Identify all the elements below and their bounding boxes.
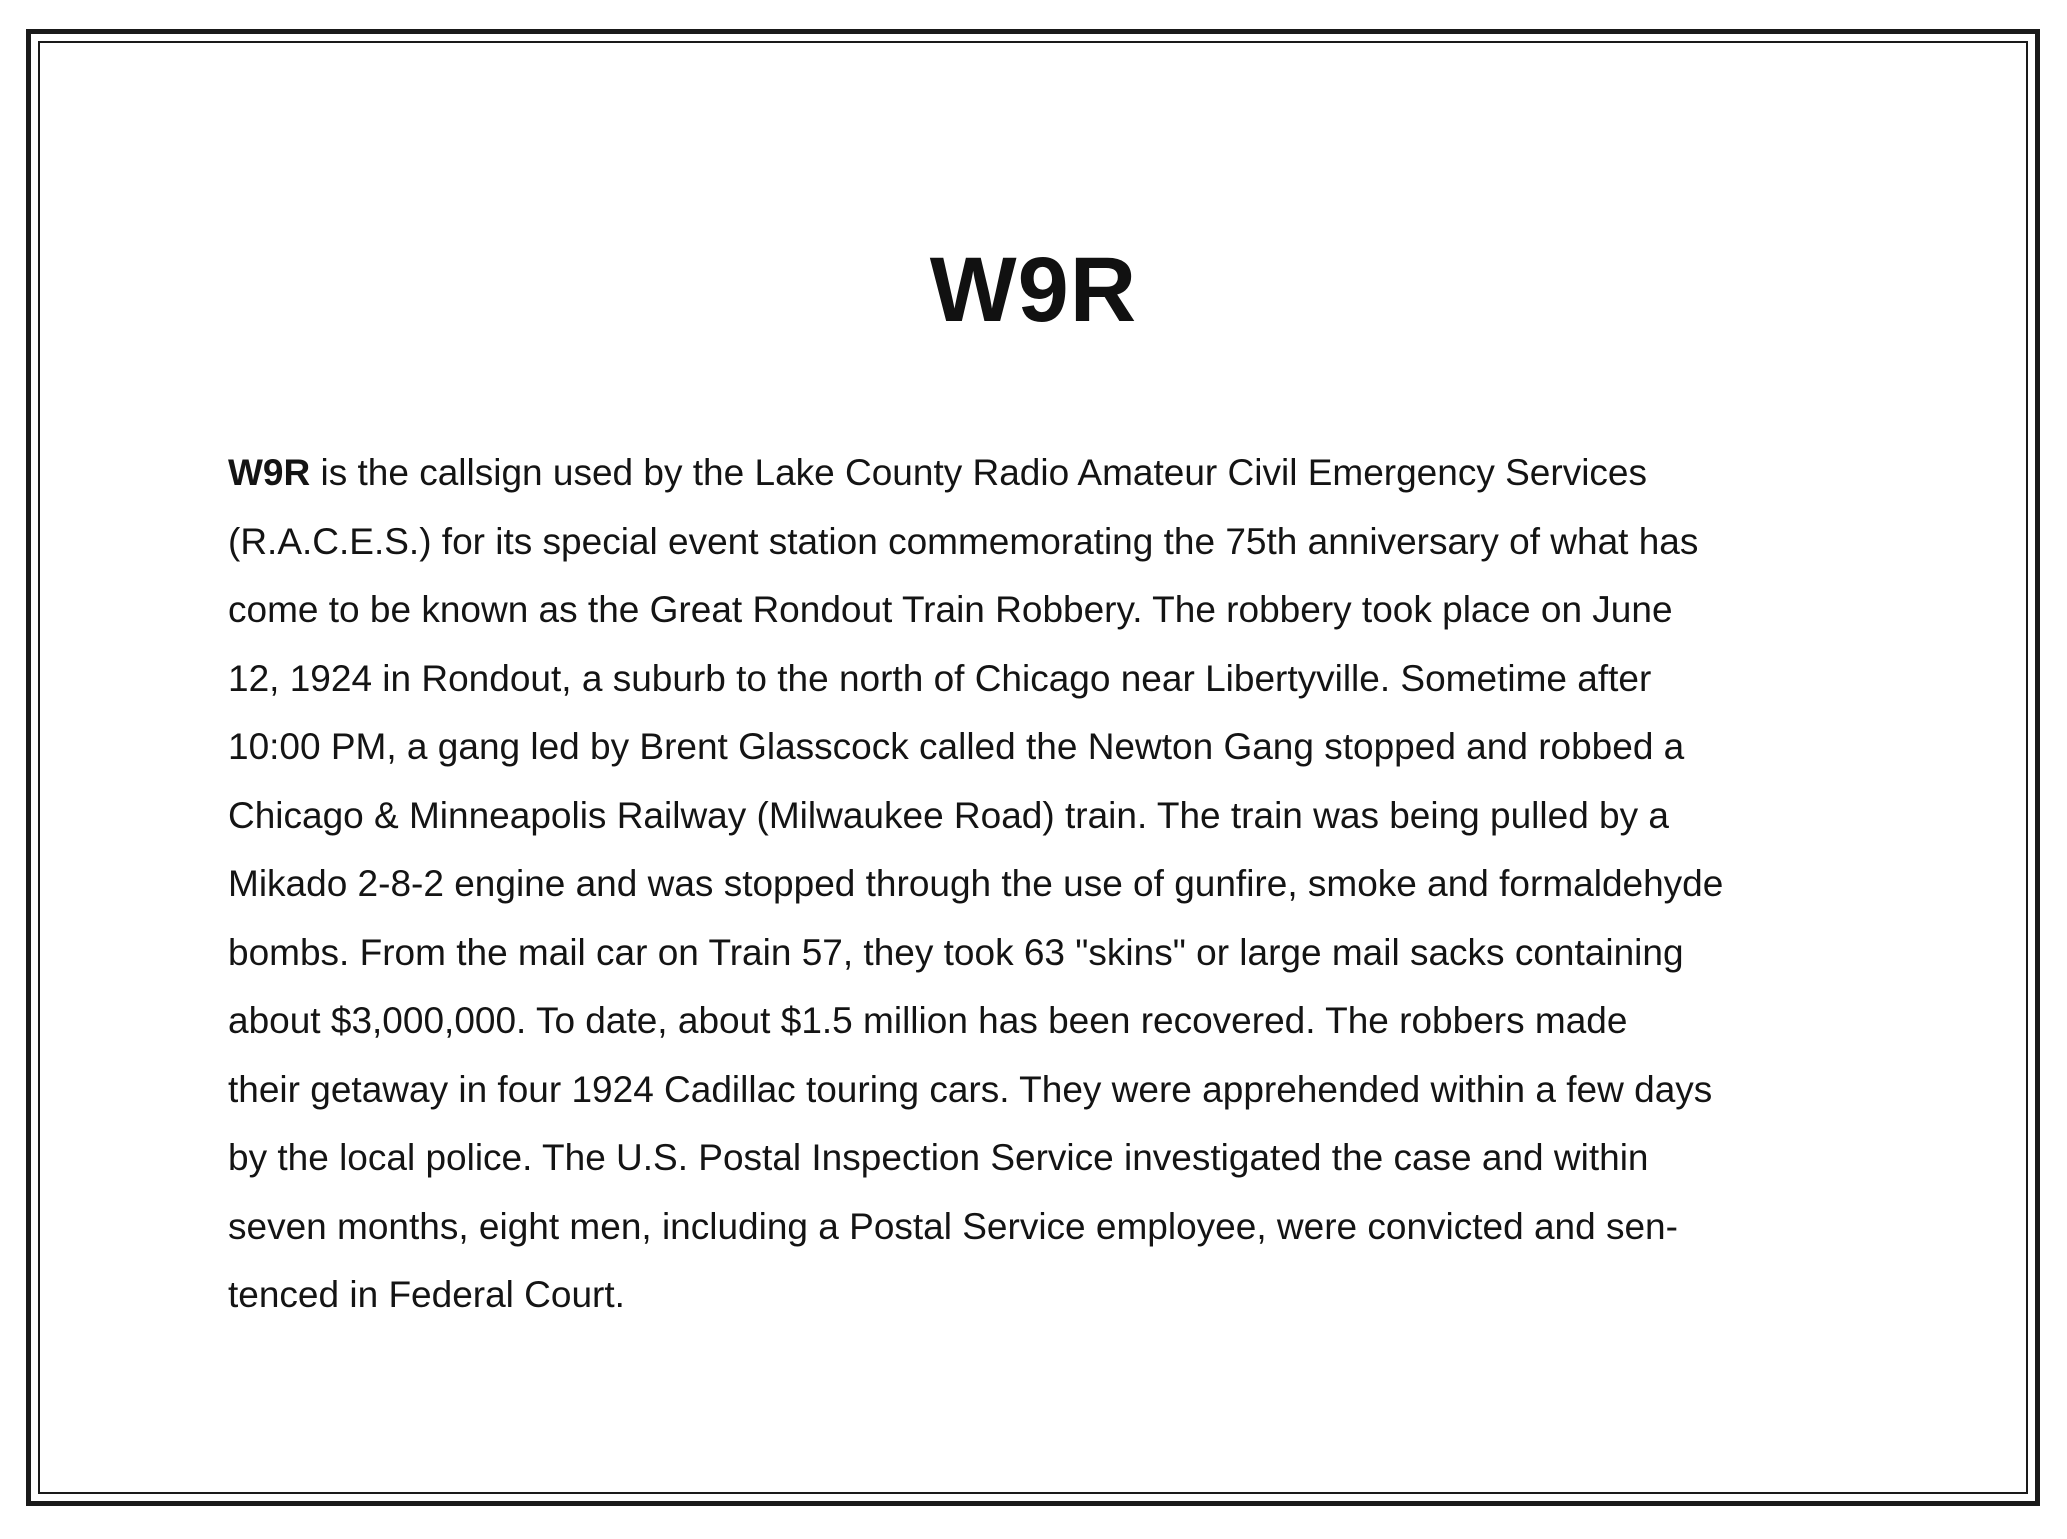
- body-paragraph: [228, 439, 1868, 1330]
- paragraph-line: bombs. From the mail car on Train 57, they took 63 "skins" or large mail sacks containing: [228, 931, 1684, 973]
- paragraph-line: tenced in Federal Court.: [228, 1274, 625, 1315]
- paragraph-line: (R.A.C.E.S.) for its special event station commemorating the 75th anniversary of what has: [228, 520, 1699, 562]
- paragraph-line-text: is the callsign used by the Lake County Radio Amateur Civil Emergency Services: [310, 452, 1647, 493]
- paragraph-line: seven months, eight men, including a Postal Service employee, were convicted and sen-: [228, 1205, 1678, 1247]
- paragraph-line: come to be known as the Great Rondout Train Robbery. The robbery took place on June: [228, 589, 1673, 630]
- paragraph-line: about $3,000,000. To date, about $1.5 million has been recovered. The robbers made: [228, 1000, 1628, 1041]
- paragraph-line: their getaway in four 1924 Cadillac touring cars. They were apprehended within a few days: [228, 1068, 1713, 1110]
- paragraph-line: 12, 1924 in Rondout, a suburb to the north of Chicago near Libertyville. Sometime after: [228, 657, 1652, 699]
- paragraph-line: Chicago & Minneapolis Railway (Milwaukee Road) train. The train was being pulled by a: [228, 794, 1669, 836]
- paragraph-line: [228, 439, 1868, 508]
- paragraph-line: by the local police. The U.S. Postal Inspection Service investigated the case and within: [228, 1137, 1649, 1178]
- callsign-bold-text: W9R: [228, 452, 311, 493]
- document-title: W9R: [929, 239, 1138, 341]
- paragraph-line: Mikado 2-8-2 engine and was stopped through the use of gunfire, smoke and formaldehyde: [228, 863, 1724, 904]
- paragraph-line: 10:00 PM, a gang led by Brent Glasscock called the Newton Gang stopped and robbed a: [228, 726, 1685, 767]
